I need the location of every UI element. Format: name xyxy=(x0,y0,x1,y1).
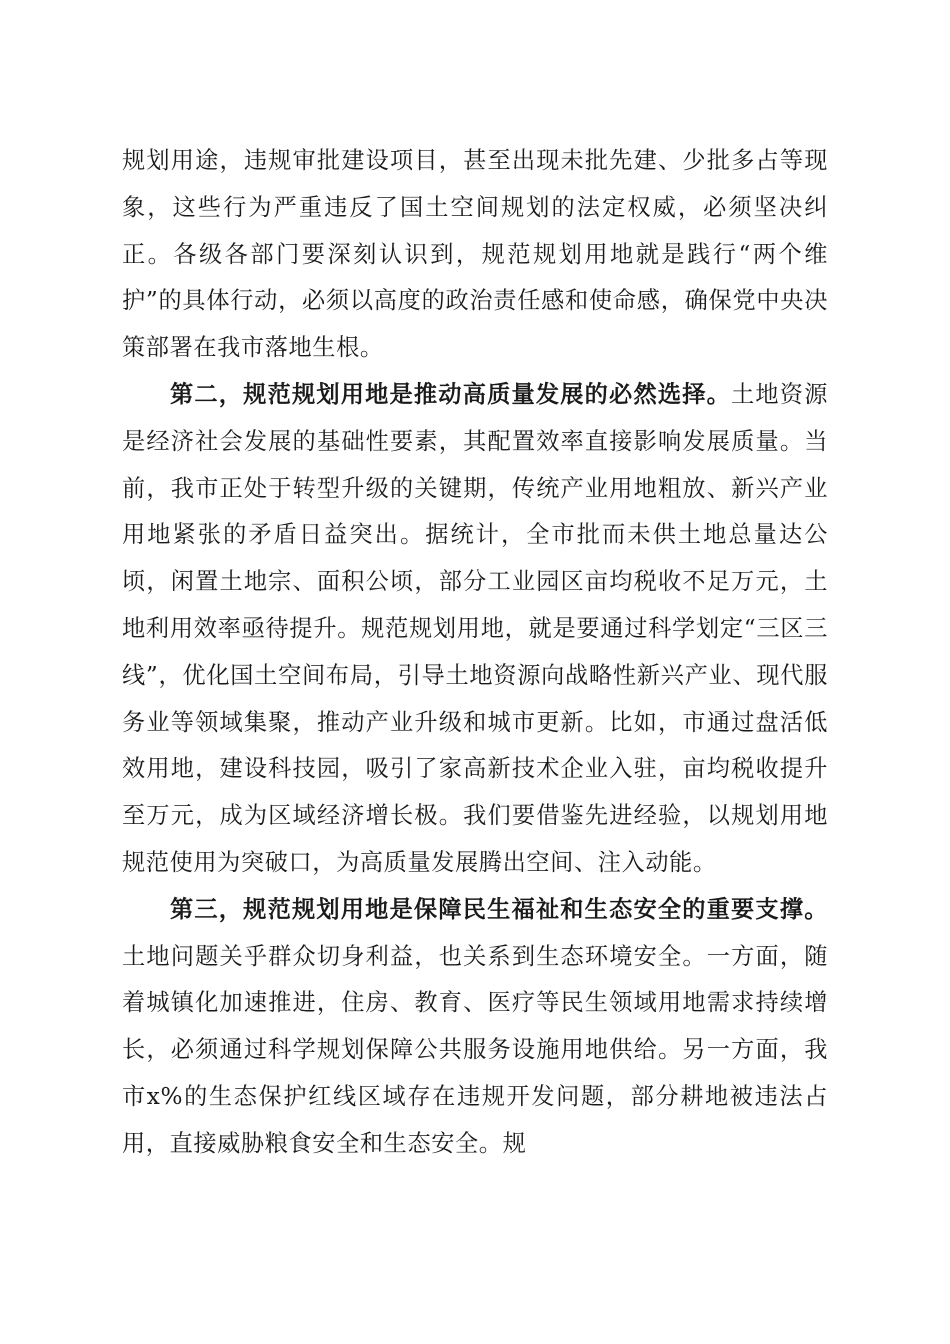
paragraph-2-lead: 第二，规范规划用地是推动高质量发展的必然选择。 xyxy=(170,380,732,408)
paragraph-3 xyxy=(122,887,828,1168)
paragraph-1 xyxy=(122,138,828,372)
document-body xyxy=(122,138,828,1168)
paragraph-1-text: 规划用途，违规审批建设项目，甚至出现未批先建、少批多占等现象，这些行为严重违反了国土空间规划的法定权威，必须坚决纠正。各级各部门要深刻认识到，规范规划用地就是践行“两个维护”的具体行动，必须以高度的政治责任感和使命感，确保党中央决策部署在我市落地生根。 xyxy=(122,147,828,362)
paragraph-2 xyxy=(122,372,828,887)
paragraph-3-lead: 第三，规范规划用地是保障民生福祉和生态安全的重要支撑。 xyxy=(170,895,828,923)
paragraph-3-text: 土地问题关乎群众切身利益，也关系到生态环境安全。一方面，随着城镇化加速推进，住房、教育、医疗等民生领域用地需求持续增长，必须通过科学规划保障公共服务设施用地供给。另一方面，我市x%的生态保护红线区域存在违规开发问题，部分耕地被违法占用，直接威胁粮食安全和生态安全。规 xyxy=(122,942,828,1157)
paragraph-2-text: 土地资源是经济社会发展的基础性要素，其配置效率直接影响发展质量。当前，我市正处于转型升级的关键期，传统产业用地粗放、新兴产业用地紧张的矛盾日益突出。据统计，全市批而未供土地总量达公顷，闲置土地宗、面积公顷，部分工业园区亩均税收不足万元，土地利用效率亟待提升。规范规划用地，就是要通过科学划定“三区三线”，优化国土空间布局，引导土地资源向战略性新兴产业、现代服务业等领域集聚，推动产业升级和城市更新。比如，市通过盘活低效用地，建设科技园，吸引了家高新技术企业入驻，亩均税收提升至万元，成为区域经济增长极。我们要借鉴先进经验，以规划用地规范使用为突破口，为高质量发展腾出空间、注入动能。 xyxy=(122,380,828,876)
